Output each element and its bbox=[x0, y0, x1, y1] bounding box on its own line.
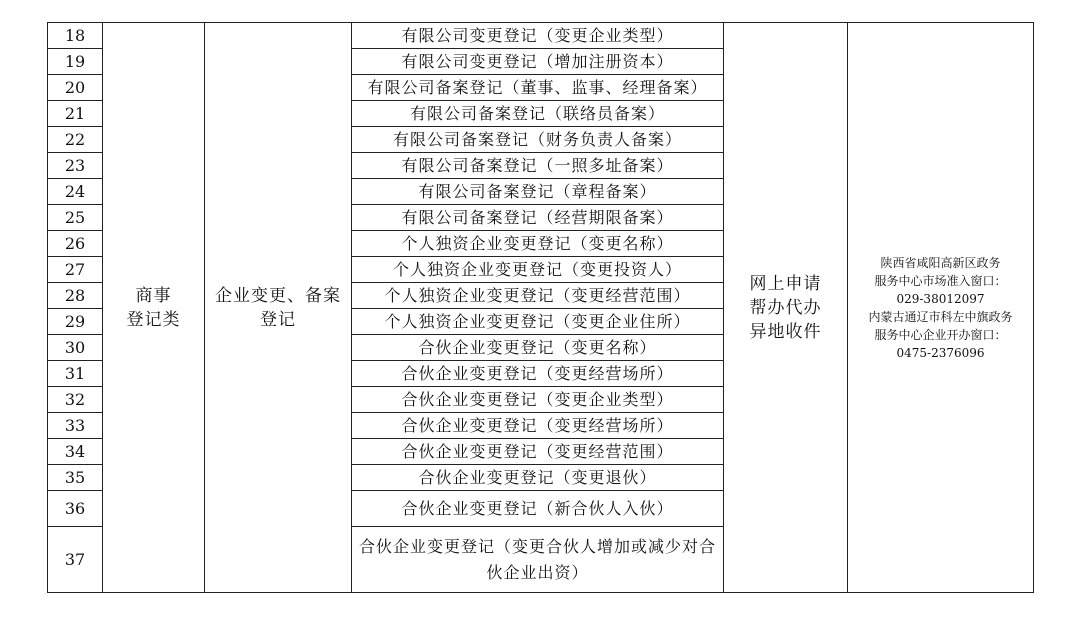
item-cell: 合伙企业变更登记（新合伙人入伙） bbox=[352, 491, 724, 527]
row-number-cell: 32 bbox=[48, 387, 103, 413]
contact-cell-line: 陕西省咸阳高新区政务 bbox=[880, 255, 1001, 270]
row-number-cell: 33 bbox=[48, 413, 103, 439]
method-cell-line: 帮办代办 bbox=[749, 297, 822, 318]
item-cell: 个人独资企业变更登记（变更名称） bbox=[352, 231, 724, 257]
row-number-cell: 20 bbox=[48, 75, 103, 101]
row-number-cell: 25 bbox=[48, 205, 103, 231]
row-number-cell: 31 bbox=[48, 361, 103, 387]
method-cell-line: 异地收件 bbox=[749, 321, 822, 342]
table-body bbox=[48, 23, 1034, 593]
contact-cell-line: 服务中心企业开办窗口： bbox=[874, 327, 1007, 342]
subcategory-cell bbox=[205, 23, 352, 593]
row-number-cell: 22 bbox=[48, 127, 103, 153]
item-cell: 有限公司备案登记（章程备案） bbox=[352, 179, 724, 205]
contact-cell-line: 内蒙古通辽市科左中旗政务 bbox=[868, 309, 1013, 324]
item-cell: 有限公司备案登记（财务负责人备案） bbox=[352, 127, 724, 153]
category-cell bbox=[103, 23, 205, 593]
row-number-cell: 23 bbox=[48, 153, 103, 179]
category-cell-line: 商事 bbox=[135, 285, 172, 306]
row-number-cell: 19 bbox=[48, 49, 103, 75]
row-number-cell: 28 bbox=[48, 283, 103, 309]
method-cell-line: 网上申请 bbox=[749, 273, 822, 294]
row-number-cell: 30 bbox=[48, 335, 103, 361]
service-items-table bbox=[47, 22, 1034, 593]
item-cell: 有限公司备案登记（一照多址备案） bbox=[352, 153, 724, 179]
contact-cell bbox=[848, 23, 1034, 593]
row-number-cell: 26 bbox=[48, 231, 103, 257]
subcategory-cell-line: 登记 bbox=[260, 309, 296, 330]
item-cell: 合伙企业变更登记（变更经营场所） bbox=[352, 361, 724, 387]
contact-cell-line: 029-38012097 bbox=[896, 291, 985, 306]
item-cell: 有限公司变更登记（变更企业类型） bbox=[352, 23, 724, 49]
item-cell: 合伙企业变更登记（变更合伙人增加或减少对合伙企业出资） bbox=[352, 527, 724, 593]
item-cell: 合伙企业变更登记（变更企业类型） bbox=[352, 387, 724, 413]
subcategory-cell-line: 企业变更、备案 bbox=[215, 285, 341, 306]
item-cell: 有限公司变更登记（增加注册资本） bbox=[352, 49, 724, 75]
row-number-cell: 27 bbox=[48, 257, 103, 283]
contact-cell-line: 0475-2376096 bbox=[896, 345, 985, 360]
item-cell: 合伙企业变更登记（变更退伙） bbox=[352, 465, 724, 491]
row-number-cell: 36 bbox=[48, 491, 103, 527]
row-number-cell: 37 bbox=[48, 527, 103, 593]
item-cell: 合伙企业变更登记（变更经营范围） bbox=[352, 439, 724, 465]
item-cell: 有限公司备案登记（董事、监事、经理备案） bbox=[352, 75, 724, 101]
row-number-cell: 24 bbox=[48, 179, 103, 205]
contact-cell-line: 服务中心市场准入窗口： bbox=[874, 273, 1007, 288]
item-cell: 个人独资企业变更登记（变更企业住所） bbox=[352, 309, 724, 335]
item-cell: 合伙企业变更登记（变更名称） bbox=[352, 335, 724, 361]
item-cell: 有限公司备案登记（联络员备案） bbox=[352, 101, 724, 127]
item-cell: 有限公司备案登记（经营期限备案） bbox=[352, 205, 724, 231]
row-number-cell: 18 bbox=[48, 23, 103, 49]
method-cell bbox=[724, 23, 848, 593]
item-cell: 合伙企业变更登记（变更经营场所） bbox=[352, 413, 724, 439]
row-number-cell: 34 bbox=[48, 439, 103, 465]
row-number-cell: 35 bbox=[48, 465, 103, 491]
row-number-cell: 29 bbox=[48, 309, 103, 335]
table-row bbox=[48, 23, 1034, 49]
item-cell: 个人独资企业变更登记（变更经营范围） bbox=[352, 283, 724, 309]
category-cell-line: 登记类 bbox=[126, 309, 181, 330]
item-cell: 个人独资企业变更登记（变更投资人） bbox=[352, 257, 724, 283]
row-number-cell: 21 bbox=[48, 101, 103, 127]
